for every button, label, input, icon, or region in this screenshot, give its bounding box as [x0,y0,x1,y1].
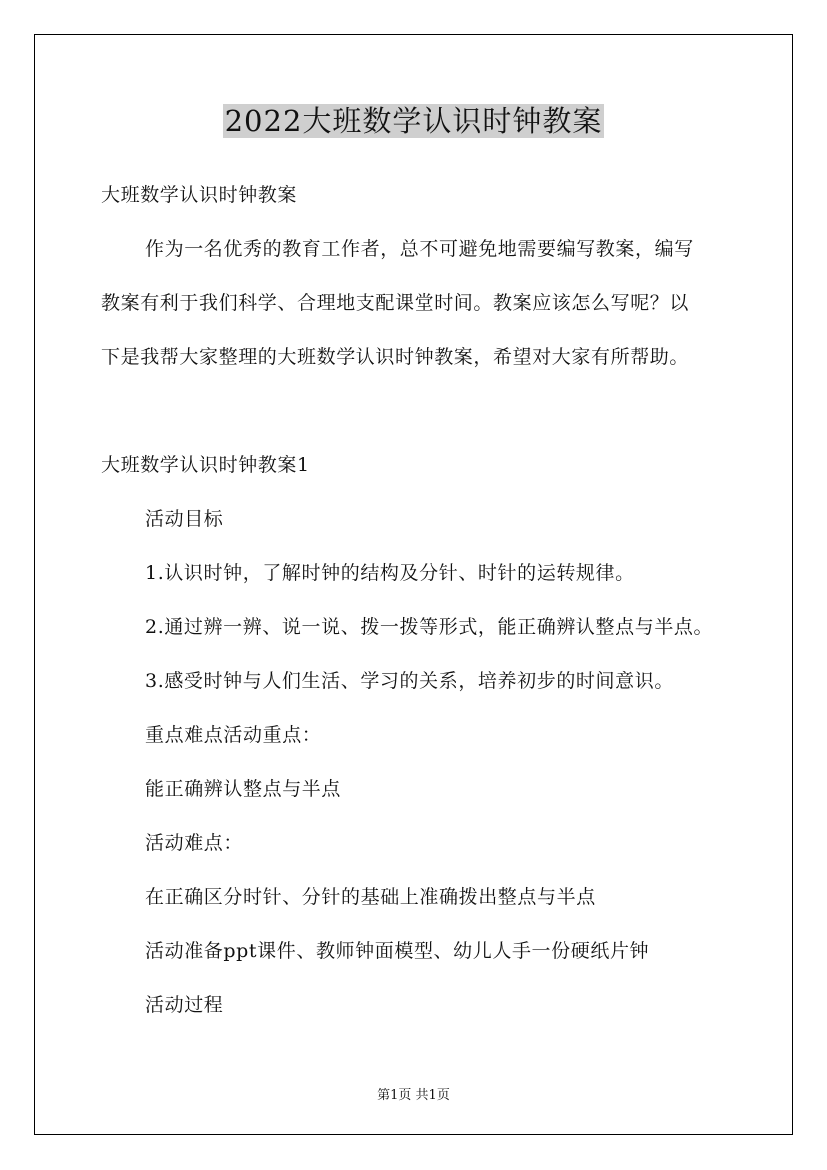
body-line-1: 活动目标 [145,508,224,530]
body-line-9: 活动准备ppt课件、教师钟面模型、幼儿人手一份硬纸片钟 [145,940,650,962]
document-title [0,100,827,142]
body-line-7: 活动难点： [145,832,244,854]
body-line-10: 活动过程 [145,994,224,1016]
body-line-5: 重点难点活动重点： [145,724,322,746]
subtitle: 大班数学认识时钟教案 [101,184,298,206]
intro-line-1: 作为一名优秀的教育工作者，总不可避免地需要编写教案，编写 [145,238,694,260]
body-line-2: 1.认识时钟，了解时钟的结构及分针、时针的运转规律。 [145,562,635,584]
body-line-6: 能正确辨认整点与半点 [145,778,342,800]
document-title-text: 2022大班数学认识时钟教案 [224,104,603,138]
page-footer: 第1页 共1页 [377,1088,450,1103]
section-heading: 大班数学认识时钟教案1 [101,454,310,476]
body-line-4: 3.感受时钟与人们生活、学习的关系，培养初步的时间意识。 [145,670,674,692]
body-line-3: 2.通过辨一辨、说一说、拨一拨等形式，能正确辨认整点与半点。 [145,616,714,638]
intro-line-2: 教案有利于我们科学、合理地支配课堂时间。教案应该怎么写呢？以 [101,292,690,314]
body-line-8: 在正确区分时针、分针的基础上准确拨出整点与半点 [145,886,596,908]
intro-line-3: 下是我帮大家整理的大班数学认识时钟教案，希望对大家有所帮助。 [101,346,690,368]
